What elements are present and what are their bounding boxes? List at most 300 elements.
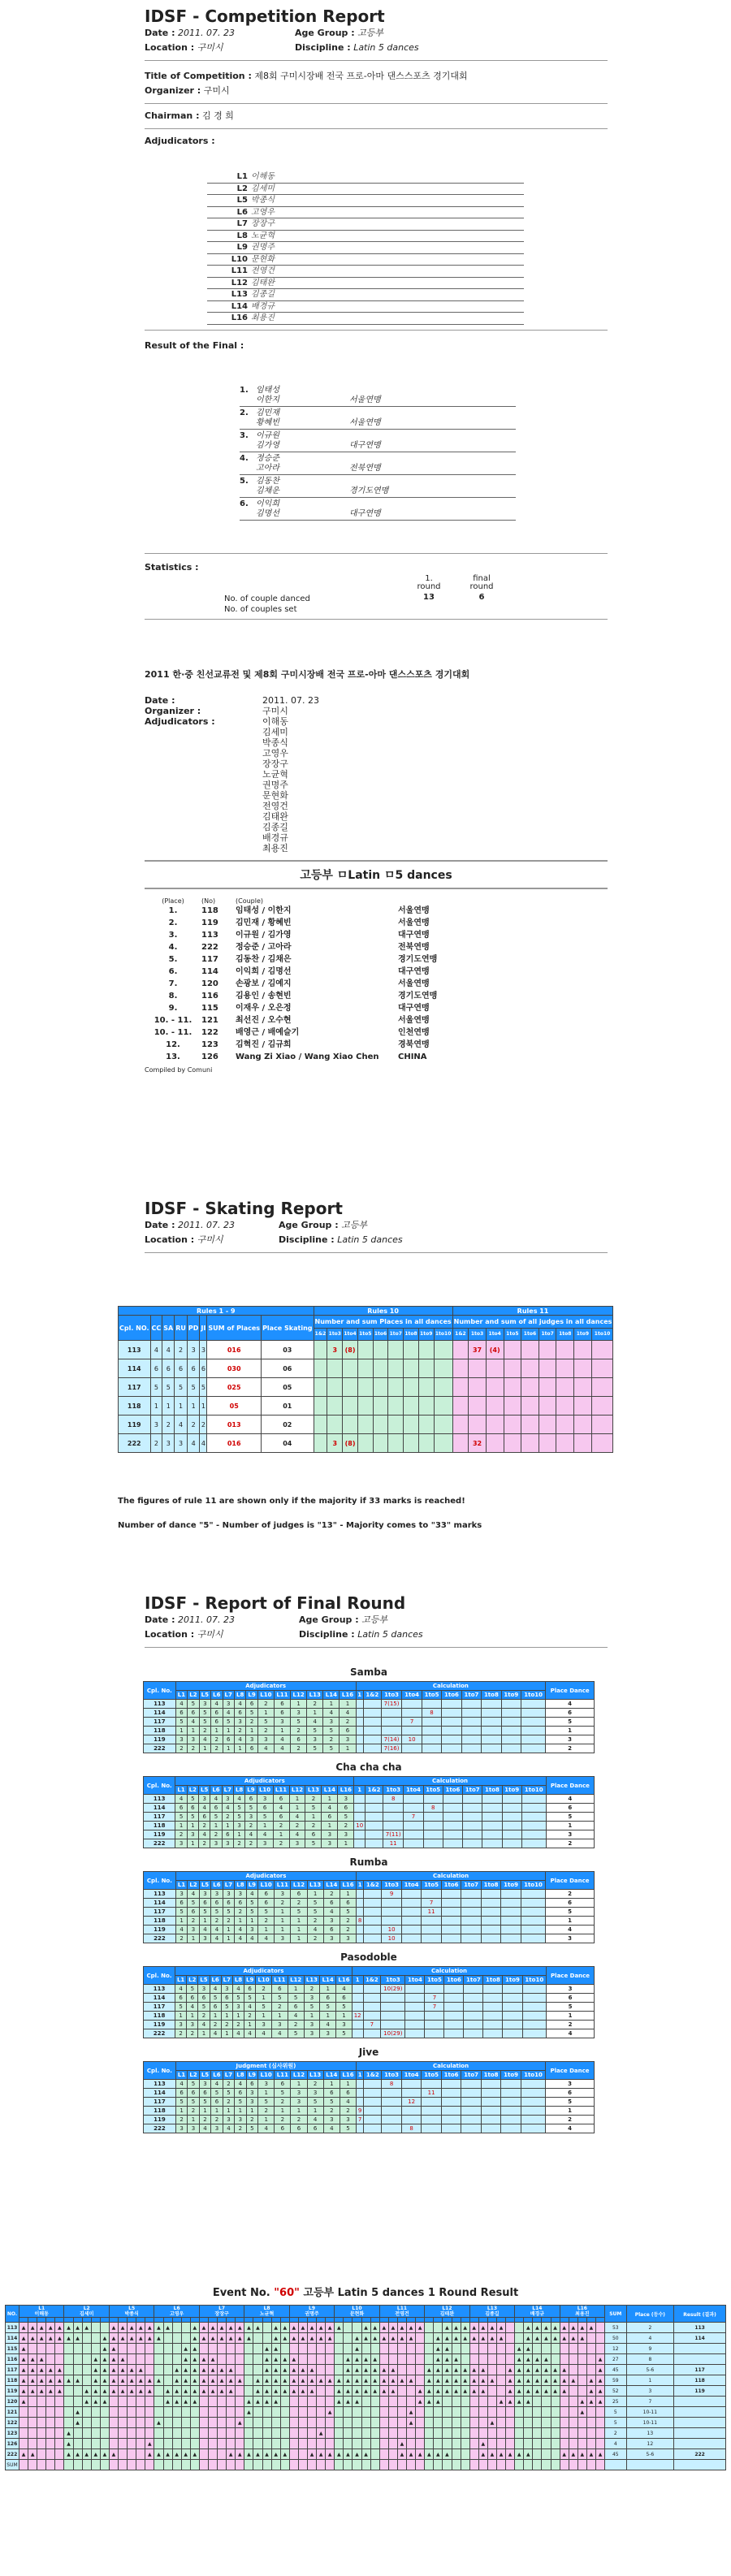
mark-cell [569,2418,577,2428]
judge-mark: 4 [246,1890,257,1899]
calc-value [521,1804,546,1813]
judge-mark: 4 [198,2021,210,2029]
final-partner-a: 김민재 [256,408,279,417]
calc-value [423,1795,443,1804]
mark-cell: ▲ [443,2375,452,2386]
mark-cell [289,2344,298,2354]
rules-11-header: Rules 11 [452,1307,613,1316]
mark-cell [469,2418,478,2428]
judge-mark: 1 [322,1822,338,1830]
judge-mark: 2 [232,2021,244,2029]
mark-cell: ▲ [119,2323,128,2333]
mark-cell: ▲ [154,2449,163,2460]
rule11-value [539,1416,556,1434]
judge-mark: 1 [307,1890,323,1899]
mark-cell [388,2439,397,2449]
calc-value [444,2021,464,2029]
final-round-report [145,1593,608,1653]
mark-cell: ▲ [181,2354,190,2365]
judge-code: L16 [577,2306,587,2311]
judge-mark: 3 [289,1839,305,1848]
calc-value: 7 [402,1718,422,1727]
judge-mark: 4 [235,2080,246,2089]
calc-value: 7(16) [381,1744,402,1753]
mark-cell: ▲ [317,2323,326,2333]
footer-cell [280,2460,289,2470]
mark-cell [91,2439,100,2449]
mark-cell [128,2428,136,2439]
dance-row [144,1813,595,1822]
mark-cell [227,2354,236,2365]
judge-mark: 1 [233,1830,244,1839]
rule10-value [418,1434,434,1453]
age-value: 고등부 [361,1614,388,1625]
result-team: 서울연맹 [398,1016,430,1025]
rule11-value [469,1378,487,1397]
mark-cell: ▲ [199,2333,208,2344]
summary-adjudicator: 최용진 [262,843,288,854]
rule11-value [591,1434,613,1453]
mark-cell: ▲ [298,2365,307,2375]
calc-value: 7 [425,1994,444,2003]
judge-mark: 3 [199,1890,210,1899]
judge-mark: 5 [187,1795,198,1804]
mark-cell: ▲ [236,2449,244,2460]
place-dance: 6 [547,1994,595,2003]
mark-cell [37,2428,46,2439]
couple-sum: 12 [605,2344,626,2354]
judge-mark: 5 [256,2003,272,2012]
judge-header [19,2306,64,2318]
calc-value [366,1839,383,1848]
rule10-value [373,1397,388,1416]
mark-cell [344,2418,353,2428]
calc-value [501,1926,521,1934]
calc-value: 9 [382,1890,402,1899]
mark-cell [317,2344,326,2354]
mark-cell: ▲ [361,2323,370,2333]
mark-cell: ▲ [271,2344,280,2354]
rule10-value [314,1397,327,1416]
summary-adjudicator: 노균혁 [262,769,288,780]
calc-value [381,2021,405,2029]
judge-mark: 1 [291,1917,307,1926]
judge-mark: 5 [199,1908,210,1917]
mark-cell [586,2418,595,2428]
mark-cell [91,2344,100,2354]
mark-cell [109,2439,118,2449]
mark-cell [586,2354,595,2365]
judge-mark: 1 [275,1917,291,1926]
location-value: 구미시 [197,1234,223,1245]
mark-cell [55,2428,64,2439]
mark-cell: ▲ [388,2333,397,2344]
mark-cell [82,2333,91,2344]
calc-value [463,1813,482,1822]
mark-cell [586,2333,595,2344]
mark-cell [289,2418,298,2428]
calc-value: 11 [422,1908,442,1917]
judge-mark: 4 [256,2029,272,2038]
mark-cell: ▲ [262,2344,271,2354]
calc-col-header: 1to4 [404,1786,423,1795]
cpl-header: Cpl. No. [144,1682,176,1700]
final-partner-b: 김가영 [256,441,279,450]
mark-cell: ▲ [434,2386,443,2397]
mark-cell [128,2397,136,2407]
judge-header [289,2306,334,2318]
judge-mark: 3 [275,1890,291,1899]
mark-cell: ▲ [370,2386,379,2397]
divider [145,1647,608,1648]
dance-header: CC [150,1316,162,1341]
no-header: NO. [6,2306,19,2323]
couple-place: 8 [626,2354,674,2365]
judge-name: 전영건 [395,2311,409,2317]
mark-cell: ▲ [163,2397,172,2407]
mark-cell: ▲ [308,2333,317,2344]
judge-mark: 4 [258,1934,275,1943]
mark-cell: ▲ [335,2449,344,2460]
discipline-label: Discipline : [299,1629,355,1640]
divider [145,330,608,331]
judge-mark: 5 [233,1813,244,1822]
judge-code-header: L6 [211,2071,223,2080]
judge-mark: 4 [307,1926,323,1934]
calc-col-header: 1to4 [402,1691,422,1700]
rule11-value [486,1359,504,1378]
result-team: 전북연맹 [398,943,430,952]
judge-mark: 4 [199,1830,210,1839]
mark-cell [388,2449,397,2460]
calc-value [461,1899,482,1908]
judge-mark: 3 [187,1830,198,1839]
calc-value [503,1994,522,2003]
judge-mark: 6 [323,1926,340,1934]
judge-mark: 5 [307,1744,323,1753]
rule11-value [574,1378,592,1397]
divider [145,60,608,61]
mark-cell: ▲ [551,2386,560,2397]
judge-mark: 4 [320,2021,336,2029]
mark-cell [136,2418,145,2428]
calc-col-header: 1to8 [482,1786,502,1795]
calc-value [461,1908,482,1917]
calc-col-header: 1to3 [382,2071,402,2080]
calc-value [381,2003,405,2012]
rule11-value [591,1397,613,1416]
judge-code-header: L9 [245,1786,257,1795]
calc-value [461,1709,481,1718]
mark-cell: ▲ [469,2386,478,2397]
footer-cell [605,2460,626,2470]
mark-cell: ▲ [91,2449,100,2460]
mark-cell [461,2354,469,2365]
judge-mark: 5 [336,2029,353,2038]
rule11-value [591,1416,613,1434]
mark-cell [434,2428,443,2439]
couple-no: 123 [6,2428,19,2439]
calc-value [363,1709,381,1718]
judge-mark: 5 [246,1709,257,1718]
result-no: 113 [201,931,218,940]
judge-mark: 3 [338,1795,354,1804]
mark-cell [298,2449,307,2460]
mark-cell [82,2418,91,2428]
place-dance: 4 [546,1926,595,1934]
adjudicator-list [207,171,524,325]
footer-cell [478,2460,487,2470]
mark-cell: ▲ [487,2418,496,2428]
judge-mark: 2 [222,1813,233,1822]
mark-cell: ▲ [145,2375,154,2386]
mark-cell [533,2418,542,2428]
judge-mark: 1 [234,1744,245,1753]
final-partner-a: 이익희 [256,499,279,508]
calc-value [382,1908,402,1917]
judge-mark: 1 [223,1727,234,1735]
judge-mark: 2 [245,1822,257,1830]
judge-mark: 4 [211,1700,223,1709]
judge-mark: 5 [188,1700,199,1709]
mark-cell [280,2418,289,2428]
calc-value [461,2098,482,2107]
calc-value [442,1744,461,1753]
result-place: 13. [166,1052,180,1061]
chairman-label: Chairman : [145,110,200,121]
calc-value [482,1822,502,1830]
judge-mark: 3 [223,1700,234,1709]
result-place: 1. [168,906,178,915]
judge-mark: 2 [210,2021,221,2029]
skating-row [119,1397,613,1416]
mark-cell [577,2375,586,2386]
summary-section [145,668,608,1074]
mark-cell: ▲ [91,2375,100,2386]
dance-table [143,1871,595,1943]
mark-cell [577,2428,586,2439]
dance-header: SA [162,1316,175,1341]
mark-cell [397,2397,406,2407]
calc-value [422,1727,441,1735]
mark-cell: ▲ [227,2365,236,2375]
skating-place: 02 [262,1416,314,1434]
final-partner-a: 정승준 [256,454,279,463]
mark-cell [361,2418,370,2428]
place-dance: 2 [546,1839,594,1848]
mark-cell: ▲ [515,2449,524,2460]
mark-cell [416,2354,425,2365]
location-value: 구미시 [197,42,223,53]
calc-value [521,2116,545,2124]
calc-value [464,2003,483,2012]
rule10-value [314,1359,327,1378]
mark-cell [407,2365,416,2375]
mark-cell: ▲ [19,2344,28,2354]
footer-cell [172,2460,181,2470]
mark-cell [560,2439,569,2449]
judge-mark: 3 [320,2029,336,2038]
mark-cell: ▲ [326,2333,335,2344]
judge-mark: 3 [304,2021,320,2029]
calc-value [481,2107,501,2116]
skating-place: 03 [262,1341,314,1359]
mark-cell [28,2407,37,2418]
place-dance: 6 [546,1709,595,1718]
mark-cell [425,2407,434,2418]
mark-cell [416,2344,425,2354]
result-no: 119 [201,918,218,927]
dance-block [143,2047,595,2133]
judge-code-header: L9 [244,1976,256,1985]
rules-10-header: Rules 10 [314,1307,452,1316]
mark-cell: ▲ [218,2386,227,2397]
mark-cell: ▲ [298,2375,307,2386]
mark-cell [37,2418,46,2428]
final-place: 5. [240,477,249,486]
judge-mark: 3 [222,1795,233,1804]
calc-value [463,1830,482,1839]
adjudicator-code: L10 [231,254,248,264]
judge-mark: 5 [307,2098,323,2107]
mark-cell: ▲ [28,2386,37,2397]
mark-cell: ▲ [397,2333,406,2344]
calc-value [354,1804,366,1813]
adjudicator-row [207,195,524,207]
adjudicators-header: Adjudicators [175,1777,354,1786]
calc-value [522,2003,547,2012]
footer-cell [326,2460,335,2470]
cpl-no: 113 [119,1341,151,1359]
judge-mark: 5 [187,1813,198,1822]
judge-mark: 6 [322,1813,338,1822]
judge-mark: 6 [305,1830,322,1839]
mark-cell [199,2397,208,2407]
mark-cell [506,2439,515,2449]
footer-cell [443,2460,452,2470]
mark-cell: ▲ [136,2375,145,2386]
mark-cell [119,2418,128,2428]
mark-cell [100,2439,109,2449]
mark-cell [172,2407,181,2418]
dance-place: 1 [150,1397,162,1416]
calc-value [422,1934,442,1943]
calc-value [382,2124,402,2133]
calc-value: 7 [425,2003,444,2012]
mark-cell: ▲ [478,2439,487,2449]
dance-row [144,1700,595,1709]
mark-cell: ▲ [379,2386,388,2397]
final-result-list [240,386,516,522]
judge-mark: 5 [323,1744,340,1753]
mark-cell: ▲ [416,2397,425,2407]
mark-cell [128,2439,136,2449]
mark-cell [136,2397,145,2407]
dance-row [144,1718,595,1727]
rule11-value [556,1341,574,1359]
divider [145,860,608,862]
dance-place: 2 [187,1416,200,1434]
mark-cell: ▲ [434,2397,443,2407]
date-value: 2011. 07. 23 [178,28,235,38]
judge-mark: 5 [323,2098,340,2107]
mark-cell: ▲ [388,2365,397,2375]
judge-mark: 1 [340,2080,356,2089]
calc-col-header: 1to9 [503,1976,522,1985]
judge-mark: 5 [258,1908,275,1917]
result-couple: 김동찬 / 김채은 [236,955,292,964]
judge-mark: 3 [188,1735,199,1744]
mark-cell [388,2397,397,2407]
calc-value [444,2029,464,2038]
mark-cell [262,2323,271,2333]
place-dance: 2 [546,1744,595,1753]
mark-cell [326,2428,335,2439]
result-team: 서울연맹 [398,918,430,927]
summary-adjudicators-label: Adjudicators : [145,716,215,727]
mark-cell: ▲ [128,2386,136,2397]
round1-col-label: 1. round [417,574,441,591]
judge-mark: 2 [223,2080,234,2089]
mark-cell: ▲ [253,2375,262,2386]
mark-cell [586,2365,595,2375]
mark-cell [452,2418,461,2428]
round1-row [6,2344,726,2354]
adjudicator-name: 최용진 [251,313,275,322]
judge-mark: 3 [291,2089,307,2098]
mark-cell: ▲ [73,2323,82,2333]
rule11-value: 37 [469,1341,487,1359]
place-range-header: 1to7 [539,1328,556,1341]
rule10-value [434,1378,452,1397]
judge-header [335,2306,379,2318]
mark-cell [370,2418,379,2428]
mark-cell: ▲ [128,2323,136,2333]
calc-value [422,2098,442,2107]
adjudicator-row [207,207,524,219]
calc-value [363,1735,381,1744]
judge-header [199,2306,244,2318]
calc-value [363,2029,381,2038]
judge-mark: 1 [272,2012,288,2021]
mark-cell [388,2428,397,2439]
mark-cell: ▲ [271,2354,280,2365]
judge-mark: 4 [199,1735,210,1744]
judge-mark: 1 [257,1822,273,1830]
adjudicator-row [207,254,524,266]
mark-cell: ▲ [569,2323,577,2333]
calc-value [521,1813,546,1822]
calc-value [422,2107,442,2116]
summary-organizer-value: 구미시 [262,706,288,716]
rule11-value [591,1378,613,1397]
result-couple: 이규원 / 김가영 [236,931,292,940]
judge-mark: 4 [223,2124,234,2133]
mark-cell: ▲ [271,2365,280,2375]
mark-cell: ▲ [289,2365,298,2375]
mark-cell [434,2439,443,2449]
calc-value [521,1700,546,1709]
judge-mark: 4 [257,1744,274,1753]
calc-value [363,1727,381,1735]
judge-code-header: L7 [223,1881,234,1890]
mark-cell: ▲ [397,2375,406,2386]
mark-cell [218,2428,227,2439]
mark-cell: ▲ [308,2386,317,2397]
result-no: 126 [201,1052,218,1061]
mark-cell: ▲ [425,2375,434,2386]
mark-cell: ▲ [370,2323,379,2333]
